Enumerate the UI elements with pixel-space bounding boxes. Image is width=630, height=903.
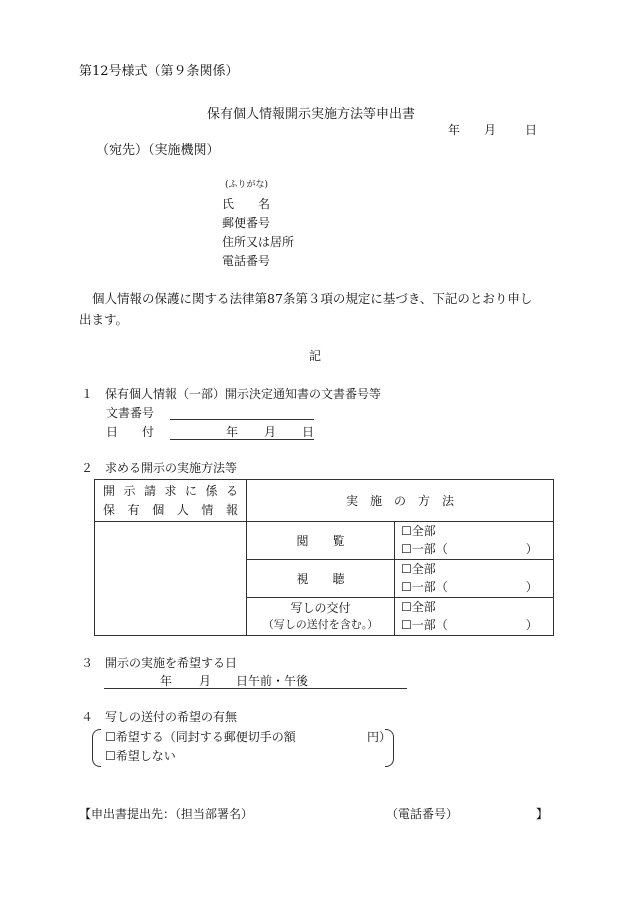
section2-heading: ２ 求める開示の実施方法等 xyxy=(81,461,238,475)
method-options-1 xyxy=(395,522,554,560)
section1-date-label: 日 付 xyxy=(106,425,155,439)
section1-heading: １ 保有個人情報（一部）開示決定通知書の文書番号等 xyxy=(81,387,382,401)
left-bracket xyxy=(92,729,101,767)
form-code: 第12号様式（第９条関係） xyxy=(79,64,239,79)
date-day: 日 xyxy=(525,123,538,137)
section1-date-year: 年 xyxy=(226,425,239,439)
document-title: 保有個人情報開示実施方法等申出書 xyxy=(207,107,416,122)
section3-year: 年 xyxy=(160,674,173,688)
send-copy-yes[interactable]: ☐希望する（同封する郵便切手の額 xyxy=(105,730,296,744)
furigana-label: (ふりがな) xyxy=(225,180,269,190)
method-name-3 xyxy=(247,598,395,636)
footer-phone-label: （電話番号） xyxy=(386,807,459,821)
doc-number-line xyxy=(170,419,314,420)
section1-date-day: 日 xyxy=(302,425,315,439)
ki-heading: 記 xyxy=(309,349,322,363)
footer-close-bracket: 】 xyxy=(536,807,549,821)
doc-number-label: 文書番号 xyxy=(106,406,155,420)
method-options-2 xyxy=(395,560,554,598)
section1-date-month: 月 xyxy=(264,425,277,439)
intro-text-line1: 個人情報の保護に関する法律第87条第３項の規定に基づき、下記のとおり申し xyxy=(92,291,533,306)
option-all-2[interactable]: ☐全部 xyxy=(401,562,436,577)
method-options-3 xyxy=(395,598,554,636)
send-copy-no[interactable]: ☐希望しない xyxy=(105,749,176,763)
option-partial-3[interactable]: ☐一部（ ） xyxy=(401,617,538,632)
submission-destination: 【申出書提出先：（担当部署名） xyxy=(79,807,254,821)
name-label: 氏 名 xyxy=(222,197,271,211)
section1-date-line xyxy=(170,439,314,440)
method-name-1: 閲 覧 xyxy=(247,522,395,560)
method-header: 実 施 の 方 法 xyxy=(247,480,554,522)
section4-heading: ４ 写しの送付の希望の有無 xyxy=(81,710,238,724)
section3-month: 月 xyxy=(199,674,212,688)
section3-heading: ３ 開示の実施を希望する日 xyxy=(81,656,238,670)
date-month: 月 xyxy=(484,123,497,137)
intro-text-line2: 出ます。 xyxy=(79,312,129,327)
postal-code-label: 郵便番号 xyxy=(222,216,271,230)
option-all-3[interactable]: ☐全部 xyxy=(401,600,436,615)
address-label: 住所又は居所 xyxy=(222,235,295,249)
info-header-line1: 開示請求に係る xyxy=(103,484,238,498)
method-name-2: 視 聴 xyxy=(247,560,395,598)
addressee: （宛先）（実施機関） xyxy=(96,143,220,158)
method-name-3-main: 写しの交付 xyxy=(290,601,351,616)
method-table xyxy=(94,479,554,636)
right-bracket xyxy=(385,729,394,767)
info-header-line2: 保有個人情報 xyxy=(103,502,238,517)
info-cell xyxy=(95,522,247,636)
option-all-1[interactable]: ☐全部 xyxy=(401,524,436,539)
date-year: 年 xyxy=(448,123,461,137)
phone-label: 電話番号 xyxy=(222,254,271,268)
option-partial-2[interactable]: ☐一部（ ） xyxy=(401,579,538,594)
info-header xyxy=(95,480,247,522)
section3-date-line xyxy=(104,688,407,689)
option-partial-1[interactable]: ☐一部（ ） xyxy=(401,541,538,556)
section3-day-ampm: 日午前・午後 xyxy=(236,674,309,688)
stamp-amount-unit: 円） xyxy=(367,730,392,744)
method-name-3-sub: （写しの送付を含む。） xyxy=(262,618,379,632)
